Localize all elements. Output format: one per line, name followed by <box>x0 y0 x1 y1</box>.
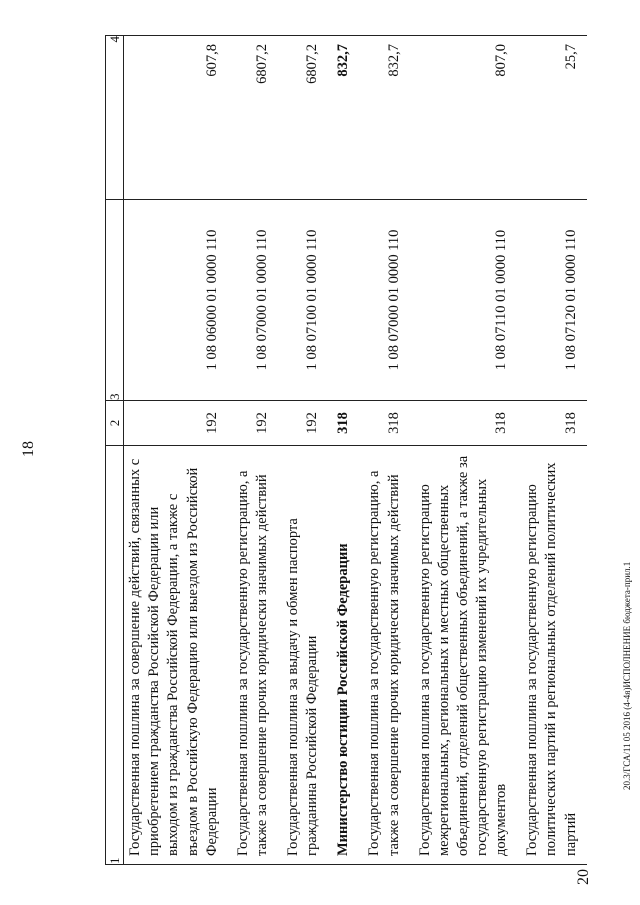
rotated-table-frame <box>105 36 620 865</box>
cell-admin-code: 318 <box>410 401 518 446</box>
table-row <box>517 36 586 865</box>
cell-budget-code: 1 08 07110 01 0000 110 <box>410 200 518 401</box>
cell-name: Государственная пошлина за совершение действий, связанных с приобретением гражданства Российской Федерации или выходом из гражданства Российской Федерации, а также с въездом в Российскую Федерацию или выездом из Российской Федерации <box>124 446 228 865</box>
header-col-1: 1 <box>106 446 124 865</box>
cell-admin-code: 318 <box>517 401 586 446</box>
footer-code: 20.3/ГСА/11 05 2016 (4-4я)ИСПОЛНЕНИЕ бюджета-прил.1 <box>622 561 632 790</box>
table-body <box>124 36 587 865</box>
header-col-4: 4 <box>106 36 124 200</box>
cell-name: Государственная пошлина за государственную регистрацию межрегиональных, региональных и местных общественных объединений, отделений общественных объединений, а также за государственную регистрацию изменений их учредительных документов <box>410 446 518 865</box>
page-number: 18 <box>20 441 37 457</box>
cell-budget-code: 1 08 07120 01 0000 110 <box>517 200 586 401</box>
cell-amount: 25,7 <box>517 36 586 200</box>
cell-admin-code: 318 <box>328 401 359 446</box>
table-row <box>228 36 278 865</box>
cell-amount: 807,0 <box>410 36 518 200</box>
cell-name: Государственная пошлина за государственную регистрацию, а также за совершение прочих юридически значимых действий <box>359 446 409 865</box>
table-row <box>124 36 228 865</box>
header-col-2: 2 <box>106 401 124 446</box>
cell-admin-code: 318 <box>359 401 409 446</box>
cell-name: Государственная пошлина за выдачу и обмен паспорта гражданина Российской Федерации <box>278 446 328 865</box>
cell-name: Государственная пошлина за государственную регистрацию политических партий и региональных отделений политических партий <box>517 446 586 865</box>
cell-amount: 832,7 <box>328 36 359 200</box>
cell-amount: 6807,2 <box>278 36 328 200</box>
cell-budget-code: 1 08 07100 01 0000 110 <box>278 200 328 401</box>
cell-amount: 6807,2 <box>228 36 278 200</box>
cell-name: Государственная пошлина за государственную регистрацию, а также за совершение прочих юридически значимых действий <box>228 446 278 865</box>
table-row <box>328 36 359 865</box>
cell-admin-code: 192 <box>124 401 228 446</box>
cell-admin-code: 192 <box>278 401 328 446</box>
cell-budget-code: 1 08 06000 01 0000 110 <box>124 200 228 401</box>
table-row <box>410 36 518 865</box>
cell-admin-code: 192 <box>228 401 278 446</box>
cell-budget-code: 1 08 07000 01 0000 110 <box>359 200 409 401</box>
cell-amount: 607,8 <box>124 36 228 200</box>
side-page-number: 20 <box>575 869 592 885</box>
table-row <box>278 36 328 865</box>
cell-budget-code: 1 08 07000 01 0000 110 <box>228 200 278 401</box>
table-row <box>359 36 409 865</box>
cell-budget-code <box>328 200 359 401</box>
revenue-table <box>105 35 587 865</box>
cell-amount: 832,7 <box>359 36 409 200</box>
header-col-3: 3 <box>106 200 124 401</box>
table-header-row <box>106 36 124 865</box>
cell-name: Министерство юстиции Российской Федерации <box>328 446 359 865</box>
